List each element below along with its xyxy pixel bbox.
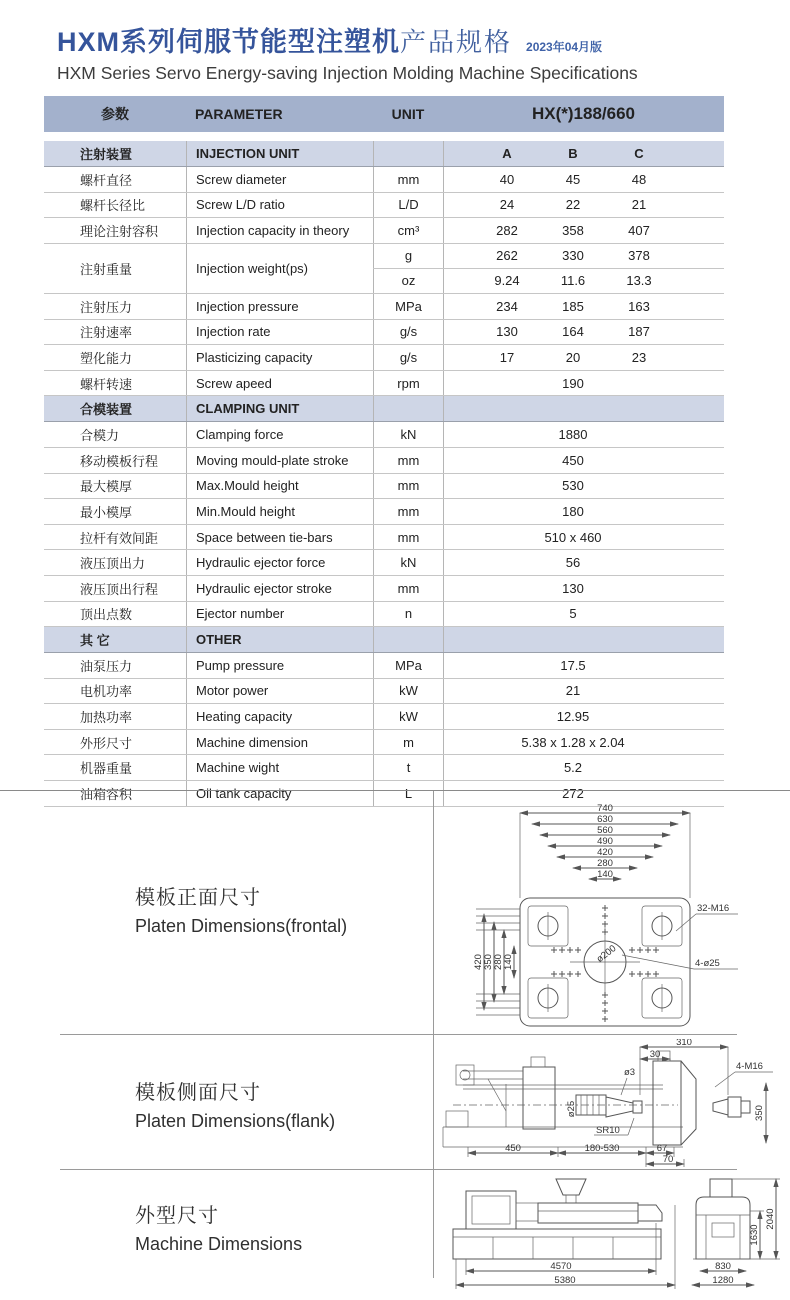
value-b: 45 bbox=[565, 171, 581, 187]
dim-label: 30 bbox=[649, 1049, 661, 1060]
page-title bbox=[57, 20, 790, 59]
unit-cell: L/D bbox=[373, 193, 443, 218]
param-zh: 最大模厚 bbox=[80, 479, 133, 495]
param-zh: 塑化能力 bbox=[80, 350, 133, 366]
header-param-en: PARAMETER bbox=[195, 106, 283, 122]
unit-cell: cm³ bbox=[373, 218, 443, 243]
dim-label: 70 bbox=[662, 1154, 674, 1165]
dim-label-center: ø200 bbox=[594, 943, 619, 966]
value-c: 407 bbox=[628, 222, 650, 238]
table-row bbox=[44, 704, 724, 730]
clamp-side-view bbox=[443, 1051, 696, 1147]
table-row bbox=[44, 345, 724, 371]
table-row bbox=[44, 218, 724, 244]
diagram-label-frontal bbox=[135, 881, 347, 937]
table-row bbox=[44, 448, 724, 474]
dim-label: ø3 bbox=[624, 1067, 636, 1078]
value-a: 234 bbox=[496, 298, 518, 314]
param-en: Injection rate bbox=[186, 320, 373, 345]
value-b: 11.6 bbox=[560, 273, 586, 289]
unit-cell: kW bbox=[373, 704, 443, 729]
dim-label: 420 bbox=[473, 954, 484, 970]
unit-cell: mm bbox=[373, 576, 443, 601]
section-zh: 合模装置 bbox=[80, 402, 133, 418]
header-param-zh: 参数 bbox=[101, 106, 129, 122]
values-cell bbox=[443, 499, 724, 524]
section-values bbox=[443, 627, 724, 652]
param-zh: 外形尺寸 bbox=[80, 735, 133, 751]
values-cell bbox=[443, 653, 724, 678]
unit-cell: MPa bbox=[373, 653, 443, 678]
diagram-label-zh: 模板侧面尺寸 bbox=[135, 1082, 261, 1104]
param-zh: 拉杆有效间距 bbox=[80, 530, 159, 546]
unit-cell: oz bbox=[373, 269, 443, 293]
section-en: OTHER bbox=[186, 627, 373, 652]
section-unit bbox=[373, 396, 443, 421]
param-zh: 螺杆直径 bbox=[80, 172, 133, 188]
param-en: Hydraulic ejector stroke bbox=[186, 576, 373, 601]
value-span: 56 bbox=[565, 555, 581, 571]
values-cell bbox=[443, 474, 724, 499]
platen-flank-diagram bbox=[428, 1039, 788, 1167]
value-c: 378 bbox=[628, 248, 650, 264]
unit-cell: t bbox=[373, 755, 443, 780]
section-zh: 其 它 bbox=[80, 633, 110, 649]
unit-cell: g bbox=[373, 244, 443, 268]
dim-label: 630 bbox=[597, 814, 613, 825]
dim-label: 450 bbox=[505, 1143, 521, 1154]
double-unit-block bbox=[373, 244, 724, 293]
param-zh: 螺杆转速 bbox=[80, 376, 133, 392]
dim-label: 1280 bbox=[712, 1275, 734, 1286]
unit-cell: g/s bbox=[373, 320, 443, 345]
dim-label: 4570 bbox=[550, 1261, 572, 1272]
section-zh: 注射装置 bbox=[80, 147, 133, 162]
param-en: Max.Mould height bbox=[186, 474, 373, 499]
values-cell bbox=[443, 602, 724, 627]
param-en: Plasticizing capacity bbox=[186, 345, 373, 370]
title-zh-light: 产品规格 bbox=[400, 27, 513, 57]
dim-label: 560 bbox=[597, 825, 613, 836]
dim-label: 67 bbox=[656, 1143, 668, 1154]
values-cell bbox=[443, 755, 724, 780]
table-row bbox=[44, 294, 724, 320]
values-cell bbox=[443, 730, 724, 755]
dim-label: 350 bbox=[754, 1105, 765, 1121]
dim-label: 420 bbox=[597, 847, 613, 858]
values-cell bbox=[443, 193, 724, 218]
value-a: 262 bbox=[496, 248, 518, 264]
nozzle-assembly bbox=[576, 1095, 750, 1117]
unit-cell: g/s bbox=[373, 345, 443, 370]
header-unit: UNIT bbox=[391, 106, 425, 122]
unit-cell: MPa bbox=[373, 294, 443, 319]
unit-cell: kN bbox=[373, 422, 443, 447]
param-en: Machine wight bbox=[186, 755, 373, 780]
divider-line bbox=[60, 1169, 737, 1170]
param-zh: 油泵压力 bbox=[80, 658, 133, 674]
param-zh: 螺杆长径比 bbox=[80, 198, 146, 214]
param-en: Motor power bbox=[186, 679, 373, 704]
weight-row-oz bbox=[373, 269, 724, 293]
values-cell bbox=[443, 422, 724, 447]
diagrams-section bbox=[0, 790, 790, 1300]
param-en: Moving mould-plate stroke bbox=[186, 448, 373, 473]
table-row bbox=[44, 679, 724, 705]
param-en: Oil tank capacity bbox=[186, 781, 373, 806]
header-model: HX(*)188/660 bbox=[531, 104, 635, 123]
section-unit bbox=[373, 141, 443, 166]
platen-frontal-diagram bbox=[450, 803, 750, 1031]
values-cell bbox=[443, 704, 724, 729]
diagram-label-en: Platen Dimensions(frontal) bbox=[135, 916, 348, 936]
title-zh-bold: HXM系列伺服节能型注塑机 bbox=[57, 27, 400, 57]
divider-line bbox=[60, 1034, 737, 1035]
top-dimension-stack bbox=[520, 803, 690, 898]
param-zh: 最小模厚 bbox=[80, 504, 133, 520]
values-cell bbox=[443, 320, 724, 345]
value-span: 5 bbox=[569, 606, 577, 622]
param-en: Injection pressure bbox=[186, 294, 373, 319]
values-cell bbox=[443, 218, 724, 243]
table-row bbox=[44, 602, 724, 628]
value-a: 24 bbox=[499, 197, 515, 213]
dim-label: 5380 bbox=[554, 1275, 576, 1286]
value-b: 358 bbox=[562, 222, 584, 238]
value-span: 130 bbox=[562, 580, 584, 596]
value-b: 185 bbox=[562, 298, 584, 314]
section-row-clamping bbox=[44, 396, 724, 422]
unit-cell: mm bbox=[373, 474, 443, 499]
value-a: 282 bbox=[496, 222, 518, 238]
diagram-label-en: Machine Dimensions bbox=[135, 1234, 303, 1254]
dim-label: 830 bbox=[715, 1261, 731, 1272]
value-span: 190 bbox=[562, 375, 584, 391]
dim-label: 140 bbox=[597, 869, 613, 880]
param-zh: 顶出点数 bbox=[80, 607, 133, 623]
section-en: INJECTION UNIT bbox=[186, 141, 373, 166]
param-en: Hydraulic ejector force bbox=[186, 550, 373, 575]
diagram-label-flank bbox=[135, 1076, 335, 1132]
dim-label-bolts: 32-M16 bbox=[697, 903, 730, 914]
value-span: 530 bbox=[562, 478, 584, 494]
value-b: 164 bbox=[562, 324, 584, 340]
values-cell bbox=[443, 448, 724, 473]
dim-label: 4-M16 bbox=[736, 1061, 763, 1072]
value-span: 5.38 x 1.28 x 2.04 bbox=[521, 734, 625, 750]
section-values bbox=[443, 396, 724, 421]
value-c: 23 bbox=[631, 349, 647, 365]
section-unit bbox=[373, 627, 443, 652]
values-cell bbox=[443, 576, 724, 601]
table-row bbox=[44, 653, 724, 679]
value-b: 22 bbox=[565, 197, 581, 213]
col-b-label: B bbox=[568, 146, 578, 161]
param-zh: 电机功率 bbox=[80, 684, 133, 700]
value-span: 1880 bbox=[558, 427, 588, 443]
machine-side-view bbox=[453, 1179, 675, 1259]
value-span: 5.2 bbox=[563, 760, 583, 776]
value-span: 272 bbox=[562, 785, 584, 801]
table-row bbox=[44, 422, 724, 448]
section-row-injection bbox=[44, 141, 724, 167]
value-span: 180 bbox=[562, 503, 584, 519]
values-cell bbox=[443, 679, 724, 704]
col-a-label: A bbox=[502, 146, 512, 161]
section-en: CLAMPING UNIT bbox=[186, 396, 373, 421]
param-zh: 注射速率 bbox=[80, 325, 133, 341]
param-en: Screw diameter bbox=[186, 167, 373, 192]
unit-cell: mm bbox=[373, 448, 443, 473]
value-c: 187 bbox=[628, 324, 650, 340]
dim-label: 310 bbox=[676, 1039, 692, 1048]
value-span: 17.5 bbox=[560, 657, 586, 673]
param-en: Screw apeed bbox=[186, 371, 373, 396]
dim-label: 1630 bbox=[749, 1224, 760, 1246]
values-cell bbox=[443, 167, 724, 192]
dim-label: 140 bbox=[503, 954, 514, 970]
values-cell bbox=[443, 525, 724, 550]
param-en: Ejector number bbox=[186, 602, 373, 627]
table-row bbox=[44, 474, 724, 500]
value-span: 21 bbox=[565, 683, 581, 699]
param-zh: 液压顶出行程 bbox=[80, 581, 159, 597]
param-en: Machine dimension bbox=[186, 730, 373, 755]
section-abc bbox=[443, 141, 724, 166]
page-subtitle: HXM Series Servo Energy-saving Injection Molding Machine Specifications bbox=[57, 63, 638, 83]
param-zh: 合模力 bbox=[80, 428, 120, 444]
values-cell bbox=[443, 269, 724, 293]
values-cell bbox=[443, 550, 724, 575]
param-en: Heating capacity bbox=[186, 704, 373, 729]
table-row bbox=[44, 320, 724, 346]
param-zh: 理论注射容积 bbox=[80, 223, 159, 239]
dim-label: 180-530 bbox=[584, 1143, 620, 1154]
value-c: 163 bbox=[628, 298, 650, 314]
edition-label: 2023年04月版 bbox=[526, 40, 603, 54]
table-header-row bbox=[44, 96, 724, 132]
machine-end-view bbox=[693, 1179, 753, 1259]
dim-label: 280 bbox=[493, 954, 504, 970]
unit-cell: mm bbox=[373, 167, 443, 192]
unit-cell: mm bbox=[373, 499, 443, 524]
diagram-label-en: Platen Dimensions(flank) bbox=[135, 1111, 336, 1131]
left-dimension-stack bbox=[473, 914, 514, 1010]
unit-cell: L bbox=[373, 781, 443, 806]
param-zh: 液压顶出力 bbox=[80, 556, 146, 572]
unit-cell: m bbox=[373, 730, 443, 755]
table-row-injection-weight bbox=[44, 244, 724, 294]
value-span: 12.95 bbox=[556, 709, 590, 725]
param-en: Space between tie-bars bbox=[186, 525, 373, 550]
table-row bbox=[44, 499, 724, 525]
param-en: Injection weight(ps) bbox=[186, 244, 373, 293]
values-cell bbox=[443, 244, 724, 268]
table-row bbox=[44, 371, 724, 397]
dim-label: 350 bbox=[483, 954, 494, 970]
param-en: Min.Mould height bbox=[186, 499, 373, 524]
param-en: Screw L/D ratio bbox=[186, 193, 373, 218]
value-c: 21 bbox=[631, 197, 647, 213]
param-zh: 油箱容积 bbox=[80, 786, 133, 802]
value-a: 17 bbox=[499, 349, 515, 365]
dim-label-holes: 4-ø25 bbox=[695, 958, 720, 969]
table-row bbox=[44, 755, 724, 781]
dim-label: 2040 bbox=[765, 1208, 776, 1230]
value-b: 20 bbox=[565, 349, 581, 365]
unit-cell: rpm bbox=[373, 371, 443, 396]
dim-label: 490 bbox=[597, 836, 613, 847]
value-a: 130 bbox=[496, 324, 518, 340]
diagram-label-zh: 模板正面尺寸 bbox=[135, 887, 261, 909]
weight-row-g bbox=[373, 244, 724, 269]
value-a: 9.24 bbox=[494, 273, 520, 289]
values-cell bbox=[443, 294, 724, 319]
dim-label: 280 bbox=[597, 858, 613, 869]
value-a: 40 bbox=[499, 171, 515, 187]
unit-cell: kN bbox=[373, 550, 443, 575]
table-row bbox=[44, 525, 724, 551]
values-cell bbox=[443, 371, 724, 396]
table-row bbox=[44, 576, 724, 602]
unit-cell: kW bbox=[373, 679, 443, 704]
param-zh: 注射重量 bbox=[80, 261, 133, 277]
table-row bbox=[44, 167, 724, 193]
table-row bbox=[44, 730, 724, 756]
dim-label: ø25 bbox=[566, 1100, 577, 1118]
value-b: 330 bbox=[562, 248, 584, 264]
param-zh: 加热功率 bbox=[80, 710, 133, 726]
unit-cell: mm bbox=[373, 525, 443, 550]
unit-cell: n bbox=[373, 602, 443, 627]
param-zh: 移动模板行程 bbox=[80, 453, 159, 469]
param-en: Injection capacity in theory bbox=[186, 218, 373, 243]
leader-annotations bbox=[595, 903, 738, 969]
param-en: Pump pressure bbox=[186, 653, 373, 678]
diagram-label-machine bbox=[135, 1199, 302, 1255]
table-row bbox=[44, 193, 724, 219]
value-span: 510 x 460 bbox=[544, 529, 602, 545]
spec-table bbox=[44, 96, 724, 807]
machine-dimensions-diagram bbox=[428, 1175, 788, 1295]
diagram-label-zh: 外型尺寸 bbox=[135, 1205, 219, 1227]
value-span: 450 bbox=[562, 452, 584, 468]
col-c-label: C bbox=[634, 146, 644, 161]
param-en: Clamping force bbox=[186, 422, 373, 447]
machine-dims bbox=[456, 1179, 780, 1289]
table-row bbox=[44, 550, 724, 576]
page-header bbox=[57, 20, 790, 84]
values-cell bbox=[443, 345, 724, 370]
dim-label: 740 bbox=[597, 803, 613, 814]
section-row-other bbox=[44, 627, 724, 653]
param-zh: 注射压力 bbox=[80, 299, 133, 315]
flank-dimensions bbox=[468, 1039, 773, 1167]
value-c: 48 bbox=[631, 171, 647, 187]
param-zh: 机器重量 bbox=[80, 761, 133, 777]
value-c: 13.3 bbox=[626, 273, 652, 289]
dim-label: SR10 bbox=[596, 1125, 620, 1136]
